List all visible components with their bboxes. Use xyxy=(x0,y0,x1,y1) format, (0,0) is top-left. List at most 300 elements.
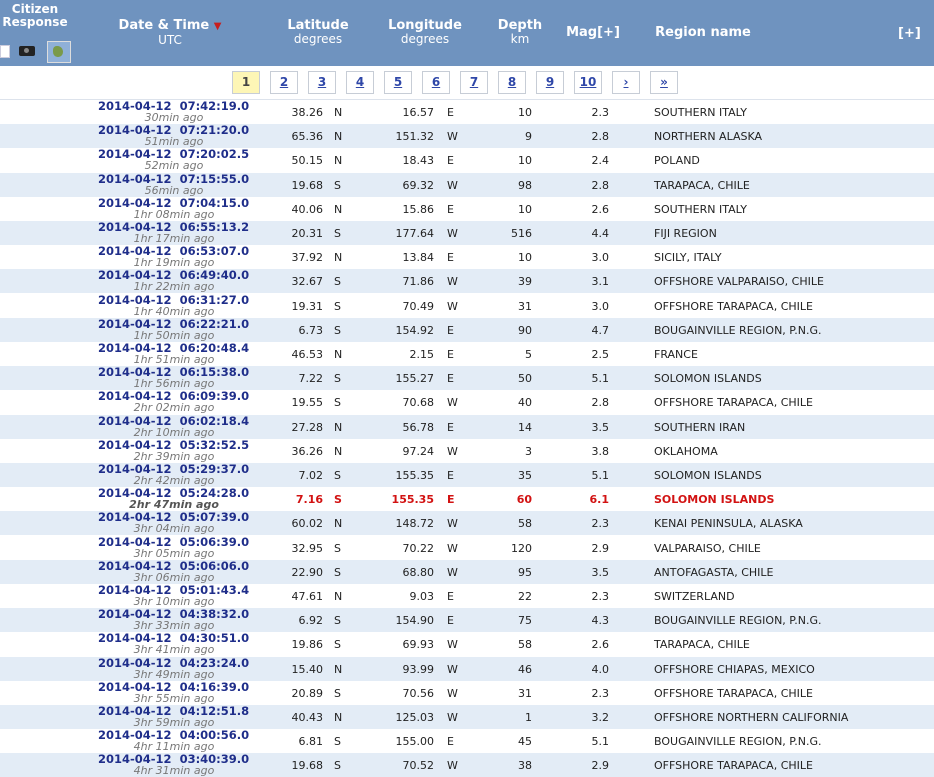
event-lon-hemisphere: W xyxy=(447,663,458,676)
table-row xyxy=(0,318,934,342)
event-date[interactable]: 2014-04-12 xyxy=(98,389,172,403)
event-lon-hemisphere: W xyxy=(447,445,458,458)
event-date[interactable]: 2014-04-12 xyxy=(98,317,172,331)
event-time-ago: 3hr 10min ago xyxy=(133,595,215,608)
table-row xyxy=(0,632,934,656)
table-row xyxy=(0,487,934,511)
event-lat-hemisphere: S xyxy=(334,735,341,748)
event-region: SOLOMON ISLANDS xyxy=(654,493,775,506)
event-time[interactable]: 04:38:32.0 xyxy=(179,607,250,621)
event-lon-hemisphere: W xyxy=(447,638,458,651)
event-lat-hemisphere: N xyxy=(334,421,343,434)
event-latitude: 7.22 xyxy=(298,372,323,385)
event-lon-hemisphere: W xyxy=(447,227,458,240)
event-latitude: 6.73 xyxy=(298,324,323,337)
event-time[interactable]: 05:06:39.0 xyxy=(179,535,250,549)
event-time-ago: 1hr 51min ago xyxy=(133,353,215,366)
event-depth: 31 xyxy=(518,300,532,313)
event-lat-hemisphere: S xyxy=(334,396,341,409)
event-date[interactable]: 2014-04-12 xyxy=(98,752,172,766)
event-date[interactable]: 2014-04-12 xyxy=(98,486,172,500)
page-button-5[interactable]: 5 xyxy=(384,71,412,94)
event-longitude: 151.32 xyxy=(395,130,434,143)
event-date[interactable]: 2014-04-12 xyxy=(98,656,172,670)
event-longitude: 71.86 xyxy=(402,275,434,288)
event-depth: 3 xyxy=(525,445,532,458)
event-date[interactable]: 2014-04-12 xyxy=(98,631,172,645)
event-magnitude: 2.8 xyxy=(591,396,609,409)
page-button-9[interactable]: 9 xyxy=(536,71,564,94)
page-button-1[interactable]: 1 xyxy=(232,71,260,94)
event-date[interactable]: 2014-04-12 xyxy=(98,438,172,452)
event-date[interactable]: 2014-04-12 xyxy=(98,293,172,307)
event-longitude: 148.72 xyxy=(395,517,434,530)
event-time[interactable]: 05:07:39.0 xyxy=(179,510,250,524)
event-date[interactable]: 2014-04-12 xyxy=(98,583,172,597)
event-depth: 14 xyxy=(518,421,532,434)
event-lat-hemisphere: N xyxy=(334,154,343,167)
event-longitude: 70.52 xyxy=(402,759,434,772)
page-button-6[interactable]: 6 xyxy=(422,71,450,94)
page-button-4[interactable]: 4 xyxy=(346,71,374,94)
page-button-8[interactable]: 8 xyxy=(498,71,526,94)
event-lon-hemisphere: E xyxy=(447,106,454,119)
event-date[interactable]: 2014-04-12 xyxy=(98,365,172,379)
event-magnitude: 2.6 xyxy=(591,203,609,216)
event-depth: 120 xyxy=(511,542,532,555)
event-region: OFFSHORE NORTHERN CALIFORNIA xyxy=(654,711,849,724)
event-depth: 95 xyxy=(518,566,532,579)
event-depth: 40 xyxy=(518,396,532,409)
event-time-ago: 1hr 17min ago xyxy=(133,232,215,245)
event-latitude: 65.36 xyxy=(291,130,323,143)
event-time[interactable]: 03:40:39.0 xyxy=(179,752,250,766)
event-depth: 1 xyxy=(525,711,532,724)
sort-desc-icon[interactable]: ▼ xyxy=(213,21,222,32)
event-date[interactable]: 2014-04-12 xyxy=(98,244,172,258)
event-lat-hemisphere: N xyxy=(334,663,343,676)
event-lat-hemisphere: S xyxy=(334,275,341,288)
event-latitude: 40.06 xyxy=(291,203,323,216)
event-magnitude: 2.9 xyxy=(591,759,609,772)
event-time[interactable]: 06:53:07.0 xyxy=(179,244,250,258)
event-lat-hemisphere: S xyxy=(334,614,341,627)
event-time-ago: 3hr 05min ago xyxy=(133,547,215,560)
event-longitude: 97.24 xyxy=(402,445,434,458)
event-lon-hemisphere: E xyxy=(447,203,454,216)
event-depth: 10 xyxy=(518,154,532,167)
event-time[interactable]: 07:21:20.0 xyxy=(179,123,250,137)
event-depth: 75 xyxy=(518,614,532,627)
event-region: SOUTHERN ITALY xyxy=(654,106,748,119)
event-longitude: 154.90 xyxy=(395,614,434,627)
event-lon-hemisphere: W xyxy=(447,517,458,530)
event-date[interactable]: 2014-04-12 xyxy=(98,196,172,210)
event-time-ago: 3hr 55min ago xyxy=(133,692,215,705)
event-region: SICILY, ITALY xyxy=(654,251,722,264)
table-row xyxy=(0,197,934,221)
datetime-column-header[interactable] xyxy=(110,19,230,47)
event-magnitude: 5.1 xyxy=(591,469,609,482)
table-row xyxy=(0,124,934,148)
table-row xyxy=(0,221,934,245)
event-latitude: 19.68 xyxy=(291,759,323,772)
event-magnitude: 3.8 xyxy=(591,445,609,458)
event-lat-hemisphere: S xyxy=(334,759,341,772)
event-lat-hemisphere: N xyxy=(334,445,343,458)
event-date[interactable]: 2014-04-12 xyxy=(98,220,172,234)
event-region: VALPARAISO, CHILE xyxy=(654,542,761,555)
event-time[interactable]: 06:09:39.0 xyxy=(179,389,250,403)
event-magnitude: 2.4 xyxy=(591,154,609,167)
event-date[interactable]: 2014-04-12 xyxy=(98,99,172,113)
event-time[interactable]: 06:02:18.4 xyxy=(179,414,250,428)
event-depth: 10 xyxy=(518,203,532,216)
event-date[interactable]: 2014-04-12 xyxy=(98,462,172,476)
table-header xyxy=(0,0,934,66)
event-latitude: 27.28 xyxy=(291,421,323,434)
event-magnitude: 3.5 xyxy=(591,421,609,434)
event-magnitude: 2.5 xyxy=(591,348,609,361)
event-magnitude: 2.6 xyxy=(591,638,609,651)
event-region: FIJI REGION xyxy=(654,227,717,240)
event-lat-hemisphere: S xyxy=(334,638,341,651)
event-time[interactable]: 06:49:40.0 xyxy=(179,268,250,282)
event-lat-hemisphere: S xyxy=(334,542,341,555)
event-date[interactable]: 2014-04-12 xyxy=(98,535,172,549)
event-depth: 50 xyxy=(518,372,532,385)
event-latitude: 20.31 xyxy=(291,227,323,240)
region-header-label: Region name xyxy=(655,25,751,40)
event-lat-hemisphere: N xyxy=(334,590,343,603)
event-latitude: 50.15 xyxy=(291,154,323,167)
event-time-ago: 2hr 02min ago xyxy=(133,401,215,414)
event-time-ago: 3hr 41min ago xyxy=(133,643,215,656)
event-depth: 45 xyxy=(518,735,532,748)
event-region: SOUTHERN IRAN xyxy=(654,421,746,434)
event-longitude: 69.32 xyxy=(402,179,434,192)
event-lat-hemisphere: S xyxy=(334,300,341,313)
event-longitude: 155.35 xyxy=(391,493,434,506)
event-time[interactable]: 05:01:43.4 xyxy=(179,583,250,597)
event-time[interactable]: 04:00:56.0 xyxy=(179,728,250,742)
event-longitude: 93.99 xyxy=(402,663,434,676)
document-icon[interactable] xyxy=(0,45,10,58)
event-depth: 35 xyxy=(518,469,532,482)
event-depth: 516 xyxy=(511,227,532,240)
longitude-header-label: Longitude xyxy=(388,18,462,33)
event-lat-hemisphere: S xyxy=(334,324,341,337)
event-latitude: 6.81 xyxy=(298,735,323,748)
event-region: SOUTHERN ITALY xyxy=(654,203,748,216)
event-time[interactable]: 06:31:27.0 xyxy=(179,293,250,307)
event-date[interactable]: 2014-04-12 xyxy=(98,607,172,621)
event-magnitude: 2.3 xyxy=(591,106,609,119)
table-row xyxy=(0,584,934,608)
event-lat-hemisphere: S xyxy=(334,227,341,240)
event-longitude: 70.22 xyxy=(402,542,434,555)
page-button-10[interactable]: 10 xyxy=(574,71,602,94)
event-date[interactable]: 2014-04-12 xyxy=(98,559,172,573)
event-lon-hemisphere: E xyxy=(447,251,454,264)
last-page-button[interactable]: » xyxy=(650,71,678,94)
event-time-ago: 2hr 42min ago xyxy=(133,474,215,487)
event-time-ago: 2hr 10min ago xyxy=(133,426,215,439)
depth-column-header xyxy=(490,19,550,46)
event-depth: 58 xyxy=(518,517,532,530)
event-lat-hemisphere: N xyxy=(334,711,343,724)
table-row xyxy=(0,511,934,535)
citizen-response-icons xyxy=(0,40,80,62)
event-magnitude: 3.5 xyxy=(591,566,609,579)
event-lon-hemisphere: E xyxy=(447,614,454,627)
event-magnitude: 4.3 xyxy=(591,614,609,627)
event-time[interactable]: 07:04:15.0 xyxy=(179,196,250,210)
event-lon-hemisphere: W xyxy=(447,275,458,288)
event-latitude: 40.43 xyxy=(291,711,323,724)
event-date[interactable]: 2014-04-12 xyxy=(98,268,172,282)
region-column-header xyxy=(650,26,756,40)
event-magnitude: 4.0 xyxy=(591,663,609,676)
event-lon-hemisphere: W xyxy=(447,542,458,555)
camera-icon[interactable] xyxy=(19,46,35,56)
event-time[interactable]: 05:24:28.0 xyxy=(179,486,250,500)
event-lat-hemisphere: S xyxy=(334,372,341,385)
table-row xyxy=(0,342,934,366)
event-latitude: 37.92 xyxy=(291,251,323,264)
event-longitude: 56.78 xyxy=(402,421,434,434)
event-lon-hemisphere: E xyxy=(447,469,454,482)
table-row xyxy=(0,439,934,463)
event-magnitude: 2.9 xyxy=(591,542,609,555)
event-longitude: 2.15 xyxy=(409,348,434,361)
event-lon-hemisphere: E xyxy=(447,590,454,603)
event-region: OFFSHORE TARAPACA, CHILE xyxy=(654,300,813,313)
event-longitude: 155.00 xyxy=(395,735,434,748)
event-time-ago: 1hr 08min ago xyxy=(133,208,215,221)
event-time[interactable]: 07:15:55.0 xyxy=(179,172,250,186)
event-depth: 39 xyxy=(518,275,532,288)
event-date[interactable]: 2014-04-12 xyxy=(98,123,172,137)
event-latitude: 60.02 xyxy=(291,517,323,530)
event-latitude: 6.92 xyxy=(298,614,323,627)
event-region: KENAI PENINSULA, ALASKA xyxy=(654,517,803,530)
table-row xyxy=(0,753,934,777)
table-row xyxy=(0,245,934,269)
event-depth: 22 xyxy=(518,590,532,603)
event-longitude: 69.93 xyxy=(402,638,434,651)
event-lat-hemisphere: S xyxy=(334,469,341,482)
event-depth: 9 xyxy=(525,130,532,143)
table-row xyxy=(0,705,934,729)
event-region: BOUGAINVILLE REGION, P.N.G. xyxy=(654,614,822,627)
event-date[interactable]: 2014-04-12 xyxy=(98,172,172,186)
event-magnitude: 2.3 xyxy=(591,687,609,700)
event-lon-hemisphere: E xyxy=(447,154,454,167)
event-latitude: 20.89 xyxy=(291,687,323,700)
event-longitude: 155.27 xyxy=(395,372,434,385)
table-row xyxy=(0,269,934,293)
event-lat-hemisphere: N xyxy=(334,348,343,361)
event-region: BOUGAINVILLE REGION, P.N.G. xyxy=(654,735,822,748)
event-lon-hemisphere: W xyxy=(447,711,458,724)
event-latitude: 32.67 xyxy=(291,275,323,288)
event-time-ago: 4hr 31min ago xyxy=(133,764,215,777)
table-row xyxy=(0,415,934,439)
event-magnitude: 2.3 xyxy=(591,590,609,603)
event-date[interactable]: 2014-04-12 xyxy=(98,341,172,355)
event-region: OFFSHORE VALPARAISO, CHILE xyxy=(654,275,824,288)
event-magnitude: 3.0 xyxy=(591,300,609,313)
event-time[interactable]: 04:23:24.0 xyxy=(179,656,250,670)
event-depth: 58 xyxy=(518,638,532,651)
event-region: NORTHERN ALASKA xyxy=(654,130,762,143)
table-row xyxy=(0,100,934,124)
event-lon-hemisphere: W xyxy=(447,300,458,313)
event-latitude: 15.40 xyxy=(291,663,323,676)
event-time[interactable]: 04:16:39.0 xyxy=(179,680,250,694)
event-region: ANTOFAGASTA, CHILE xyxy=(654,566,774,579)
event-magnitude: 5.1 xyxy=(591,372,609,385)
event-time[interactable]: 04:12:51.8 xyxy=(179,704,250,718)
event-region: OFFSHORE CHIAPAS, MEXICO xyxy=(654,663,815,676)
event-region: TARAPACA, CHILE xyxy=(654,179,750,192)
event-latitude: 7.02 xyxy=(298,469,323,482)
event-lat-hemisphere: N xyxy=(334,106,343,119)
event-magnitude: 3.1 xyxy=(591,275,609,288)
event-time[interactable]: 06:22:21.0 xyxy=(179,317,250,331)
event-date[interactable]: 2014-04-12 xyxy=(98,147,172,161)
event-latitude: 38.26 xyxy=(291,106,323,119)
event-longitude: 15.86 xyxy=(402,203,434,216)
event-date[interactable]: 2014-04-12 xyxy=(98,510,172,524)
event-time[interactable]: 07:20:02.5 xyxy=(179,147,250,161)
map-icon[interactable] xyxy=(47,41,71,63)
event-time-ago: 3hr 04min ago xyxy=(133,522,215,535)
event-region: OFFSHORE TARAPACA, CHILE xyxy=(654,396,813,409)
event-magnitude: 3.0 xyxy=(591,251,609,264)
event-region: FRANCE xyxy=(654,348,698,361)
event-latitude: 19.55 xyxy=(291,396,323,409)
event-time[interactable]: 05:32:52.5 xyxy=(179,438,250,452)
event-magnitude: 2.8 xyxy=(591,179,609,192)
event-time-ago: 3hr 59min ago xyxy=(133,716,215,729)
table-row xyxy=(0,608,934,632)
datetime-header-unit: UTC xyxy=(158,33,182,47)
datetime-header-label[interactable]: Date & Time xyxy=(118,18,210,33)
page-button-3[interactable]: 3 xyxy=(308,71,336,94)
event-time[interactable]: 06:15:38.0 xyxy=(179,365,250,379)
event-magnitude: 4.4 xyxy=(591,227,609,240)
event-latitude: 19.86 xyxy=(291,638,323,651)
pagination xyxy=(0,66,934,100)
event-time[interactable]: 06:20:48.4 xyxy=(179,341,250,355)
event-time[interactable]: 06:55:13.2 xyxy=(179,220,250,234)
longitude-column-header xyxy=(380,19,470,46)
event-time[interactable]: 05:06:06.0 xyxy=(179,559,250,573)
event-time-ago: 4hr 11min ago xyxy=(133,740,215,753)
event-lon-hemisphere: W xyxy=(447,130,458,143)
event-depth: 10 xyxy=(518,106,532,119)
event-lon-hemisphere: W xyxy=(447,759,458,772)
table-row xyxy=(0,560,934,584)
event-longitude: 68.80 xyxy=(402,566,434,579)
table-row xyxy=(0,463,934,487)
mag-column-header[interactable] xyxy=(558,26,628,40)
event-time-ago: 1hr 19min ago xyxy=(133,256,215,269)
event-latitude: 47.61 xyxy=(291,590,323,603)
event-lon-hemisphere: E xyxy=(447,324,454,337)
event-date[interactable]: 2014-04-12 xyxy=(98,728,172,742)
event-region: SOLOMON ISLANDS xyxy=(654,372,762,385)
event-latitude: 19.68 xyxy=(291,179,323,192)
event-depth: 10 xyxy=(518,251,532,264)
latitude-header-unit: degrees xyxy=(293,32,343,46)
event-longitude: 16.57 xyxy=(402,106,434,119)
mag-expand-link[interactable]: Mag[+] xyxy=(566,25,620,40)
event-depth: 46 xyxy=(518,663,532,676)
event-longitude: 125.03 xyxy=(395,711,434,724)
event-date[interactable]: 2014-04-12 xyxy=(98,680,172,694)
event-lat-hemisphere: N xyxy=(334,130,343,143)
event-lon-hemisphere: W xyxy=(447,396,458,409)
event-depth: 38 xyxy=(518,759,532,772)
next-page-button[interactable]: › xyxy=(612,71,640,94)
depth-header-unit: km xyxy=(510,32,530,46)
event-lon-hemisphere: E xyxy=(447,348,454,361)
event-depth: 31 xyxy=(518,687,532,700)
event-latitude: 7.16 xyxy=(295,493,323,506)
event-lat-hemisphere: S xyxy=(334,179,341,192)
page-button-7[interactable]: 7 xyxy=(460,71,488,94)
event-date[interactable]: 2014-04-12 xyxy=(98,704,172,718)
event-magnitude: 3.2 xyxy=(591,711,609,724)
event-magnitude: 4.7 xyxy=(591,324,609,337)
event-time-ago: 56min ago xyxy=(144,184,204,197)
event-time-ago: 3hr 33min ago xyxy=(133,619,215,632)
event-time[interactable]: 07:42:19.0 xyxy=(179,99,250,113)
event-time-ago: 3hr 49min ago xyxy=(133,668,215,681)
event-region: SOLOMON ISLANDS xyxy=(654,469,762,482)
event-latitude: 36.26 xyxy=(291,445,323,458)
event-time-ago: 1hr 22min ago xyxy=(133,280,215,293)
event-latitude: 46.53 xyxy=(291,348,323,361)
table-row xyxy=(0,366,934,390)
table-row xyxy=(0,294,934,318)
event-time-ago: 52min ago xyxy=(144,159,204,172)
event-time[interactable]: 05:29:37.0 xyxy=(179,462,250,476)
event-latitude: 22.90 xyxy=(291,566,323,579)
event-lon-hemisphere: E xyxy=(447,372,454,385)
event-lat-hemisphere: N xyxy=(334,517,343,530)
citizen-response-header: Citizen Response xyxy=(2,2,68,29)
expand-columns-button[interactable]: [+] xyxy=(898,26,921,41)
event-latitude: 32.95 xyxy=(291,542,323,555)
event-region: TARAPACA, CHILE xyxy=(654,638,750,651)
event-depth: 98 xyxy=(518,179,532,192)
event-lon-hemisphere: E xyxy=(447,421,454,434)
page-button-2[interactable]: 2 xyxy=(270,71,298,94)
event-longitude: 177.64 xyxy=(395,227,434,240)
event-time-ago: 1hr 56min ago xyxy=(133,377,215,390)
event-lat-hemisphere: N xyxy=(334,251,343,264)
event-time[interactable]: 04:30:51.0 xyxy=(179,631,250,645)
event-region: POLAND xyxy=(654,154,700,167)
event-date[interactable]: 2014-04-12 xyxy=(98,414,172,428)
event-region: OKLAHOMA xyxy=(654,445,718,458)
event-time-ago: 51min ago xyxy=(144,135,204,148)
event-depth: 90 xyxy=(518,324,532,337)
